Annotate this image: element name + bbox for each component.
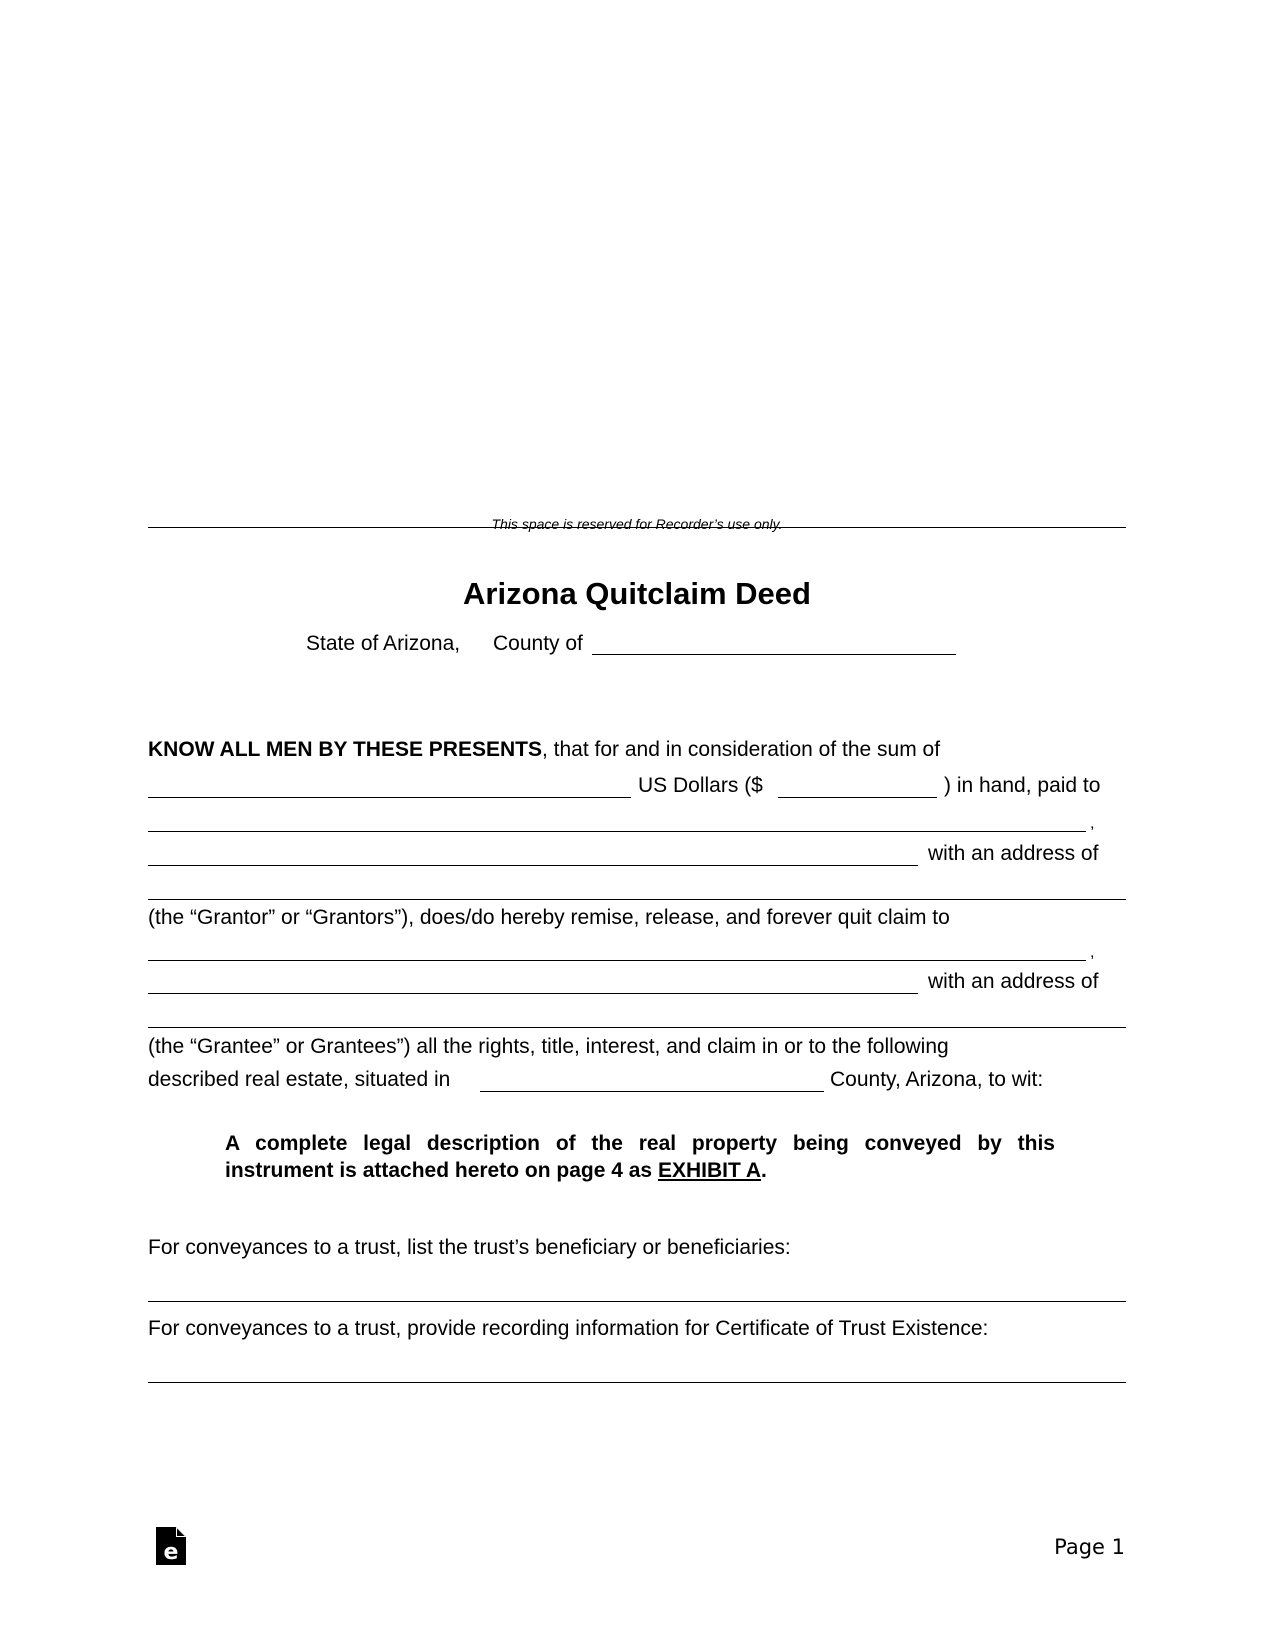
state-label: State of Arizona, bbox=[306, 632, 461, 655]
grantor-comma: , bbox=[1090, 815, 1095, 832]
grantee-name-field[interactable] bbox=[148, 960, 1086, 961]
consideration-line bbox=[148, 738, 940, 762]
county-field[interactable] bbox=[592, 654, 956, 655]
trust-certificate-label: For conveyances to a trust, provide recording information for Certificate of Trust Existence: bbox=[148, 1317, 989, 1340]
situated-prefix: described real estate, situated in bbox=[148, 1068, 451, 1091]
grantee-comma: , bbox=[1090, 944, 1095, 961]
legal-description-line2-text: instrument is attached hereto on page 4 as bbox=[225, 1159, 658, 1182]
trust-certificate-field[interactable] bbox=[148, 1382, 1126, 1383]
consideration-amount-words-field[interactable] bbox=[148, 797, 631, 798]
consideration-text: , that for and in consideration of the sum of bbox=[542, 738, 941, 761]
legal-description-line1: A complete legal description of the real property being conveyed by this bbox=[225, 1132, 1055, 1155]
know-all-men-heading: KNOW ALL MEN BY THESE PRESENTS bbox=[148, 738, 542, 761]
trust-beneficiaries-field[interactable] bbox=[148, 1301, 1126, 1302]
situated-county-field[interactable] bbox=[480, 1091, 824, 1092]
page-number: Page 1 bbox=[1054, 1535, 1125, 1559]
grantor-clause: (the “Grantor” or “Grantors”), does/do hereby remise, release, and forever quit claim to bbox=[148, 906, 950, 929]
eforms-logo-icon bbox=[156, 1527, 186, 1565]
grantee-address-field[interactable] bbox=[148, 1027, 1126, 1028]
recorder-divider bbox=[148, 527, 1126, 528]
in-hand-label: ) in hand, paid to bbox=[944, 774, 1101, 797]
grantor-name-field[interactable] bbox=[148, 831, 1086, 832]
consideration-amount-field[interactable] bbox=[778, 797, 937, 798]
grantor-address-field[interactable] bbox=[148, 899, 1126, 900]
legal-description-line2 bbox=[225, 1157, 1055, 1184]
grantor-name-field-2[interactable] bbox=[148, 865, 918, 866]
legal-description bbox=[225, 1130, 1055, 1184]
trust-beneficiaries-label: For conveyances to a trust, list the trust’s beneficiary or beneficiaries: bbox=[148, 1236, 791, 1259]
exhibit-a-link[interactable]: EXHIBIT A bbox=[657, 1159, 762, 1182]
grantee-address-label: with an address of bbox=[928, 970, 1099, 993]
county-label: County of bbox=[493, 632, 583, 655]
situated-suffix: County, Arizona, to wit: bbox=[830, 1068, 1044, 1091]
svg-text:e: e bbox=[163, 1540, 179, 1565]
grantee-clause: (the “Grantee” or Grantees”) all the rights, title, interest, and claim in or to the following bbox=[148, 1035, 949, 1058]
grantor-address-label: with an address of bbox=[928, 842, 1099, 865]
document-title: Arizona Quitclaim Deed bbox=[463, 576, 811, 611]
us-dollars-label: US Dollars ($ bbox=[638, 774, 763, 797]
grantee-name-field-2[interactable] bbox=[148, 993, 918, 994]
recorder-note: This space is reserved for Recorder’s use only. bbox=[491, 516, 783, 532]
legal-description-period: . bbox=[761, 1159, 767, 1182]
